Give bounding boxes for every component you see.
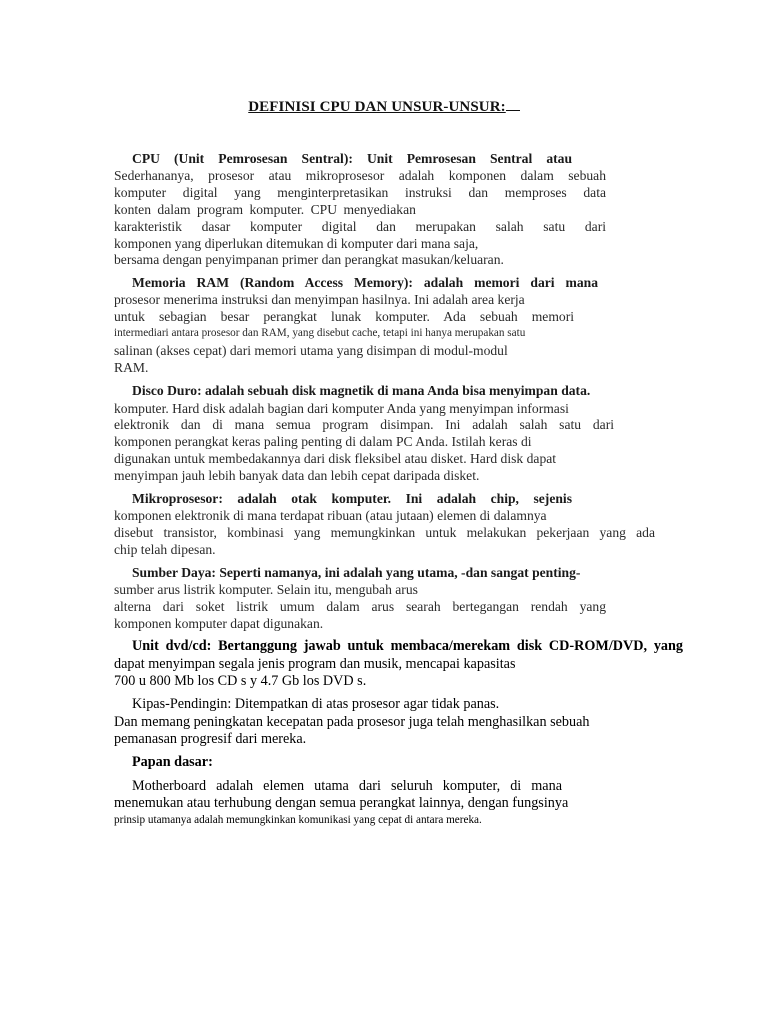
text-line: disebut transistor, kombinasi yang memungkinkan untuk melakukan pekerjaan yang ada	[114, 525, 655, 540]
text-line: sumber arus listrik komputer. Selain itu, mengubah arus	[114, 582, 418, 597]
cpu-heading: CPU (Unit Pemrosesan Sentral): Unit Pemrosesan Sentral atau	[132, 151, 572, 166]
text-line: komponen yang diperlukan ditemukan di komputer dari mana saja,	[114, 236, 479, 251]
disco-duro-heading: Disco Duro: adalah sebuah disk magnetik di mana Anda bisa menyimpan data.	[132, 383, 591, 398]
text-line: komponen perangkat keras paling penting di dalam PC Anda. Istilah keras di	[114, 434, 532, 449]
title-underline-trail	[506, 98, 520, 111]
text-line: Sederhananya, prosesor atau mikroprosesor adalah komponen dalam sebuah	[114, 168, 606, 183]
kipas-pendingin-line: Kipas-Pendingin: Ditempatkan di atas prosesor agar tidak panas.	[132, 696, 500, 712]
ram-heading: Memoria RAM (Random Access Memory): adalah memori dari mana	[132, 275, 598, 290]
text-line: pemanasan progresif dari mereka.	[114, 731, 307, 747]
page-title	[0, 98, 768, 116]
page-title-text: DEFINISI CPU DAN UNSUR-UNSUR:	[248, 99, 506, 115]
text-line: komponen elektronik di mana terdapat ribuan (atau jutaan) elemen di dalamnya	[114, 508, 547, 523]
text-line: prosesor menerima instruksi dan menyimpan hasilnya. Ini adalah area kerja	[114, 292, 525, 307]
text-line: menyimpan jauh lebih banyak data dan lebih cepat daripada disket.	[114, 468, 480, 483]
text-line: salinan (akses cepat) dari memori utama yang disimpan di modul-modul	[114, 343, 508, 358]
text-line: digunakan untuk membedakannya dari disk fleksibel atau disket. Hard disk dapat	[114, 451, 557, 466]
text-line: Dan memang peningkatan kecepatan pada prosesor juga telah menghasilkan sebuah	[114, 714, 590, 730]
mikroprosesor-heading: Mikroprosesor: adalah otak komputer. Ini adalah chip, sejenis	[132, 491, 572, 506]
text-line: 700 u 800 Mb los CD s y 4.7 Gb los DVD s.	[114, 673, 367, 689]
sumber-daya-heading: Sumber Daya: Seperti namanya, ini adalah yang utama, -dan sangat penting-	[132, 565, 581, 580]
text-line: dapat menyimpan segala jenis program dan musik, mencapai kapasitas	[114, 656, 516, 672]
text-line: konten dalam program komputer. CPU menyediakan	[114, 202, 416, 217]
text-line: komputer digital yang menginterpretasikan instruksi dan memproses data	[114, 185, 606, 200]
text-line: komponen komputer dapat digunakan.	[114, 616, 324, 631]
papan-dasar-heading: Papan dasar:	[132, 754, 213, 770]
text-line: menemukan atau terhubung dengan semua perangkat lainnya, dengan fungsinya	[114, 795, 569, 811]
text-line: karakteristik dasar komputer digital dan merupakan salah satu dari	[114, 219, 606, 234]
text-line: Motherboard adalah elemen utama dari seluruh komputer, di mana	[132, 778, 562, 794]
text-line: komputer. Hard disk adalah bagian dari komputer Anda yang menyimpan informasi	[114, 401, 569, 416]
text-line: chip telah dipesan.	[114, 542, 216, 557]
text-line: untuk sebagian besar perangkat lunak komputer. Ada sebuah memori	[114, 309, 574, 324]
text-line: alterna dari soket listrik umum dalam arus searah bertegangan rendah yang	[114, 599, 606, 614]
text-line: intermediari antara prosesor dan RAM, yang disebut cache, tetapi ini hanya merupakan satu	[114, 327, 526, 339]
text-line: prinsip utamanya adalah memungkinkan komunikasi yang cepat di antara mereka.	[114, 814, 482, 826]
text-line: bersama dengan penyimpanan primer dan perangkat masukan/keluaran.	[114, 252, 504, 267]
text-line: elektronik dan di mana semua program disimpan. Ini adalah salah satu dari	[114, 417, 614, 432]
unit-dvd-cd-heading: Unit dvd/cd: Bertanggung jawab untuk membaca/merekam disk CD-ROM/DVD, yang	[132, 638, 683, 654]
text-line: RAM.	[114, 360, 149, 375]
